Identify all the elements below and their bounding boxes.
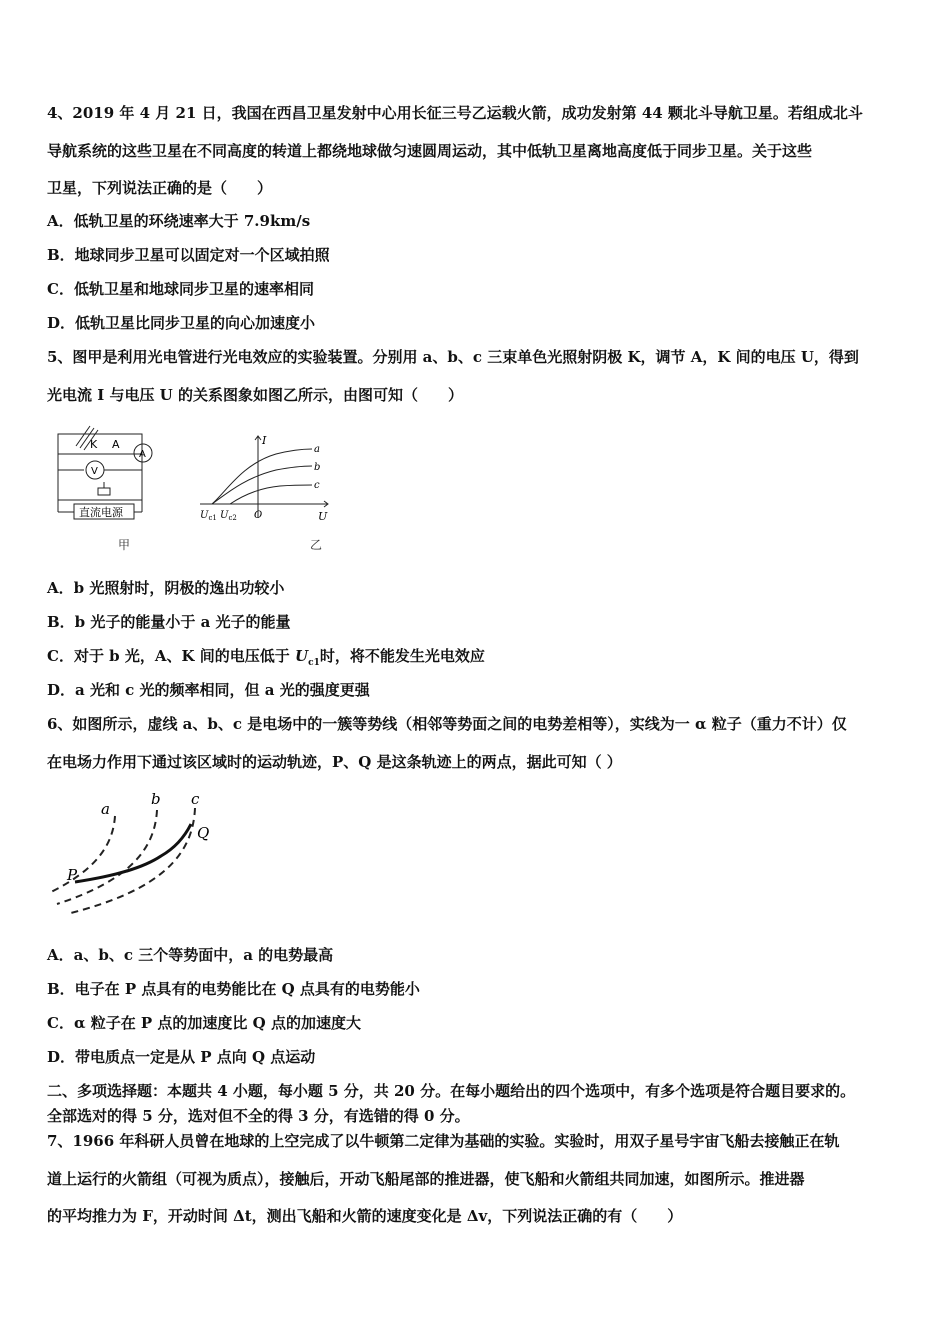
q6-option-a: A．a、b、c 三个等势面中，a 的电势最高 [47,946,334,964]
label-a: A [112,438,120,451]
q5-stem-line-1: 5、图甲是利用光电管进行光电效应的实验装置。分别用 a、b、c 三束单色光照射阴极 K，调节 A，K 间的电压 U，得到 [47,348,859,366]
photoelectric-circuit-figure [50,420,160,525]
equipotential-figure [45,786,225,921]
section-2-heading-line-2: 全部选对的得 5 分，选对但不全的得 3 分，有选错的得 0 分。 [47,1107,470,1125]
label-b: b [151,790,161,808]
q4-stem-line-1: 4、2019 年 4 月 21 日，我国在西昌卫星发射中心用长征三号乙运载火箭，成功发射第 44 颗北斗导航卫星。若组成北斗 [47,104,863,122]
curve-c-label: c [314,480,320,491]
q6-option-c: C．α 粒子在 P 点的加速度比 Q 点的加速度大 [47,1014,361,1032]
q4-option-b: B．地球同步卫星可以固定对一个区域拍照 [47,246,330,264]
curve-b-label: b [314,462,321,473]
q4-option-d: D．低轨卫星比同步卫星的向心加速度小 [47,314,316,332]
voltmeter-label: V [91,466,98,477]
label-a: a [101,800,110,818]
q5-stem-line-2: 光电流 I 与电压 U 的关系图象如图乙所示，由图可知（ ） [47,386,463,404]
curve-a-label: a [314,444,320,455]
q4-stem-line-2: 导航系统的这些卫星在不同高度的转道上都绕地球做匀速圆周运动，其中低轨卫星离地高度低于同步卫星。关于这些 [47,142,813,160]
curve-c [230,485,312,504]
q5-option-a: A．b 光照射时，阴极的逸出功较小 [47,579,285,597]
axis-label-u: U [318,510,328,523]
ammeter-label: A [139,449,146,460]
origin-label: O [254,510,263,521]
equipotential-line-b [57,810,157,904]
q5-option-b: B．b 光子的能量小于 a 光子的能量 [47,613,291,631]
figure-caption-jia: 甲 [118,538,131,552]
q4-option-c: C．低轨卫星和地球同步卫星的速率相同 [47,280,314,298]
figure-caption-yi: 乙 [310,538,323,552]
phototube-outline [58,434,142,454]
label-k: K [90,438,98,451]
uc1-label: $U_{c1}$ [200,510,217,522]
q7-stem-line-3: 的平均推力为 F，开动时间 Δt，测出飞船和火箭的速度变化是 Δv，下列说法正确的有（ ） [47,1207,683,1225]
curve-a [212,449,312,504]
q6-option-b: B．电子在 P 点具有的电势能比在 Q 点具有的电势能小 [47,980,420,998]
q6-stem-line-1: 6、如图所示，虚线 a、b、c 是电场中的一簇等势线（相邻等势面之间的电势差相等），实线为一 α 粒子（重力不计）仅 [47,715,847,733]
q6-stem-line-2: 在电场力作用下通过该区域时的运动轨迹，P、Q 是这条轨迹上的两点，据此可知（ ） [47,753,622,771]
uc2-label: $U_{c2}$ [220,510,237,522]
section-2-heading-line-1: 二、多项选择题：本题共 4 小题，每小题 5 分，共 20 分。在每小题给出的四个选项中，有多个选项是符合题目要求的。 [47,1082,856,1100]
q5-option-d: D．a 光和 c 光的频率相同，但 a 光的强度更强 [47,681,370,699]
q4-stem-line-3: 卫星，下列说法正确的是（ ） [47,179,273,197]
q6-option-d: D．带电质点一定是从 P 点向 Q 点运动 [47,1048,316,1066]
equipotential-line-c [67,808,195,914]
q7-stem-line-2: 道上运行的火箭组（可视为质点），接触后，开动飞船尾部的推进器，使飞船和火箭组共同加速，如图所示。推进器 [47,1170,805,1188]
label-q: Q [197,824,210,842]
particle-trajectory [75,824,191,882]
axis-label-i: I [262,434,267,447]
label-c: c [191,790,200,808]
q5-option-c: C．对于 b 光，A、K 间的电压低于 $U_{c1}$时，将不能发生光电效应 [47,647,485,668]
rheostat-symbol [98,488,110,495]
q7-stem-line-1: 7、1966 年科研人员曾在地球的上空完成了以牛顿第二定律为基础的实验。实验时，用双子星号宇宙飞船去接触正在轨 [47,1132,840,1150]
power-source-label: 直流电源 [79,506,123,519]
label-p: P [67,866,78,884]
q4-option-a: A．低轨卫星的环绕速率大于 7.9km/s [47,212,311,230]
current-voltage-graph [196,430,336,530]
